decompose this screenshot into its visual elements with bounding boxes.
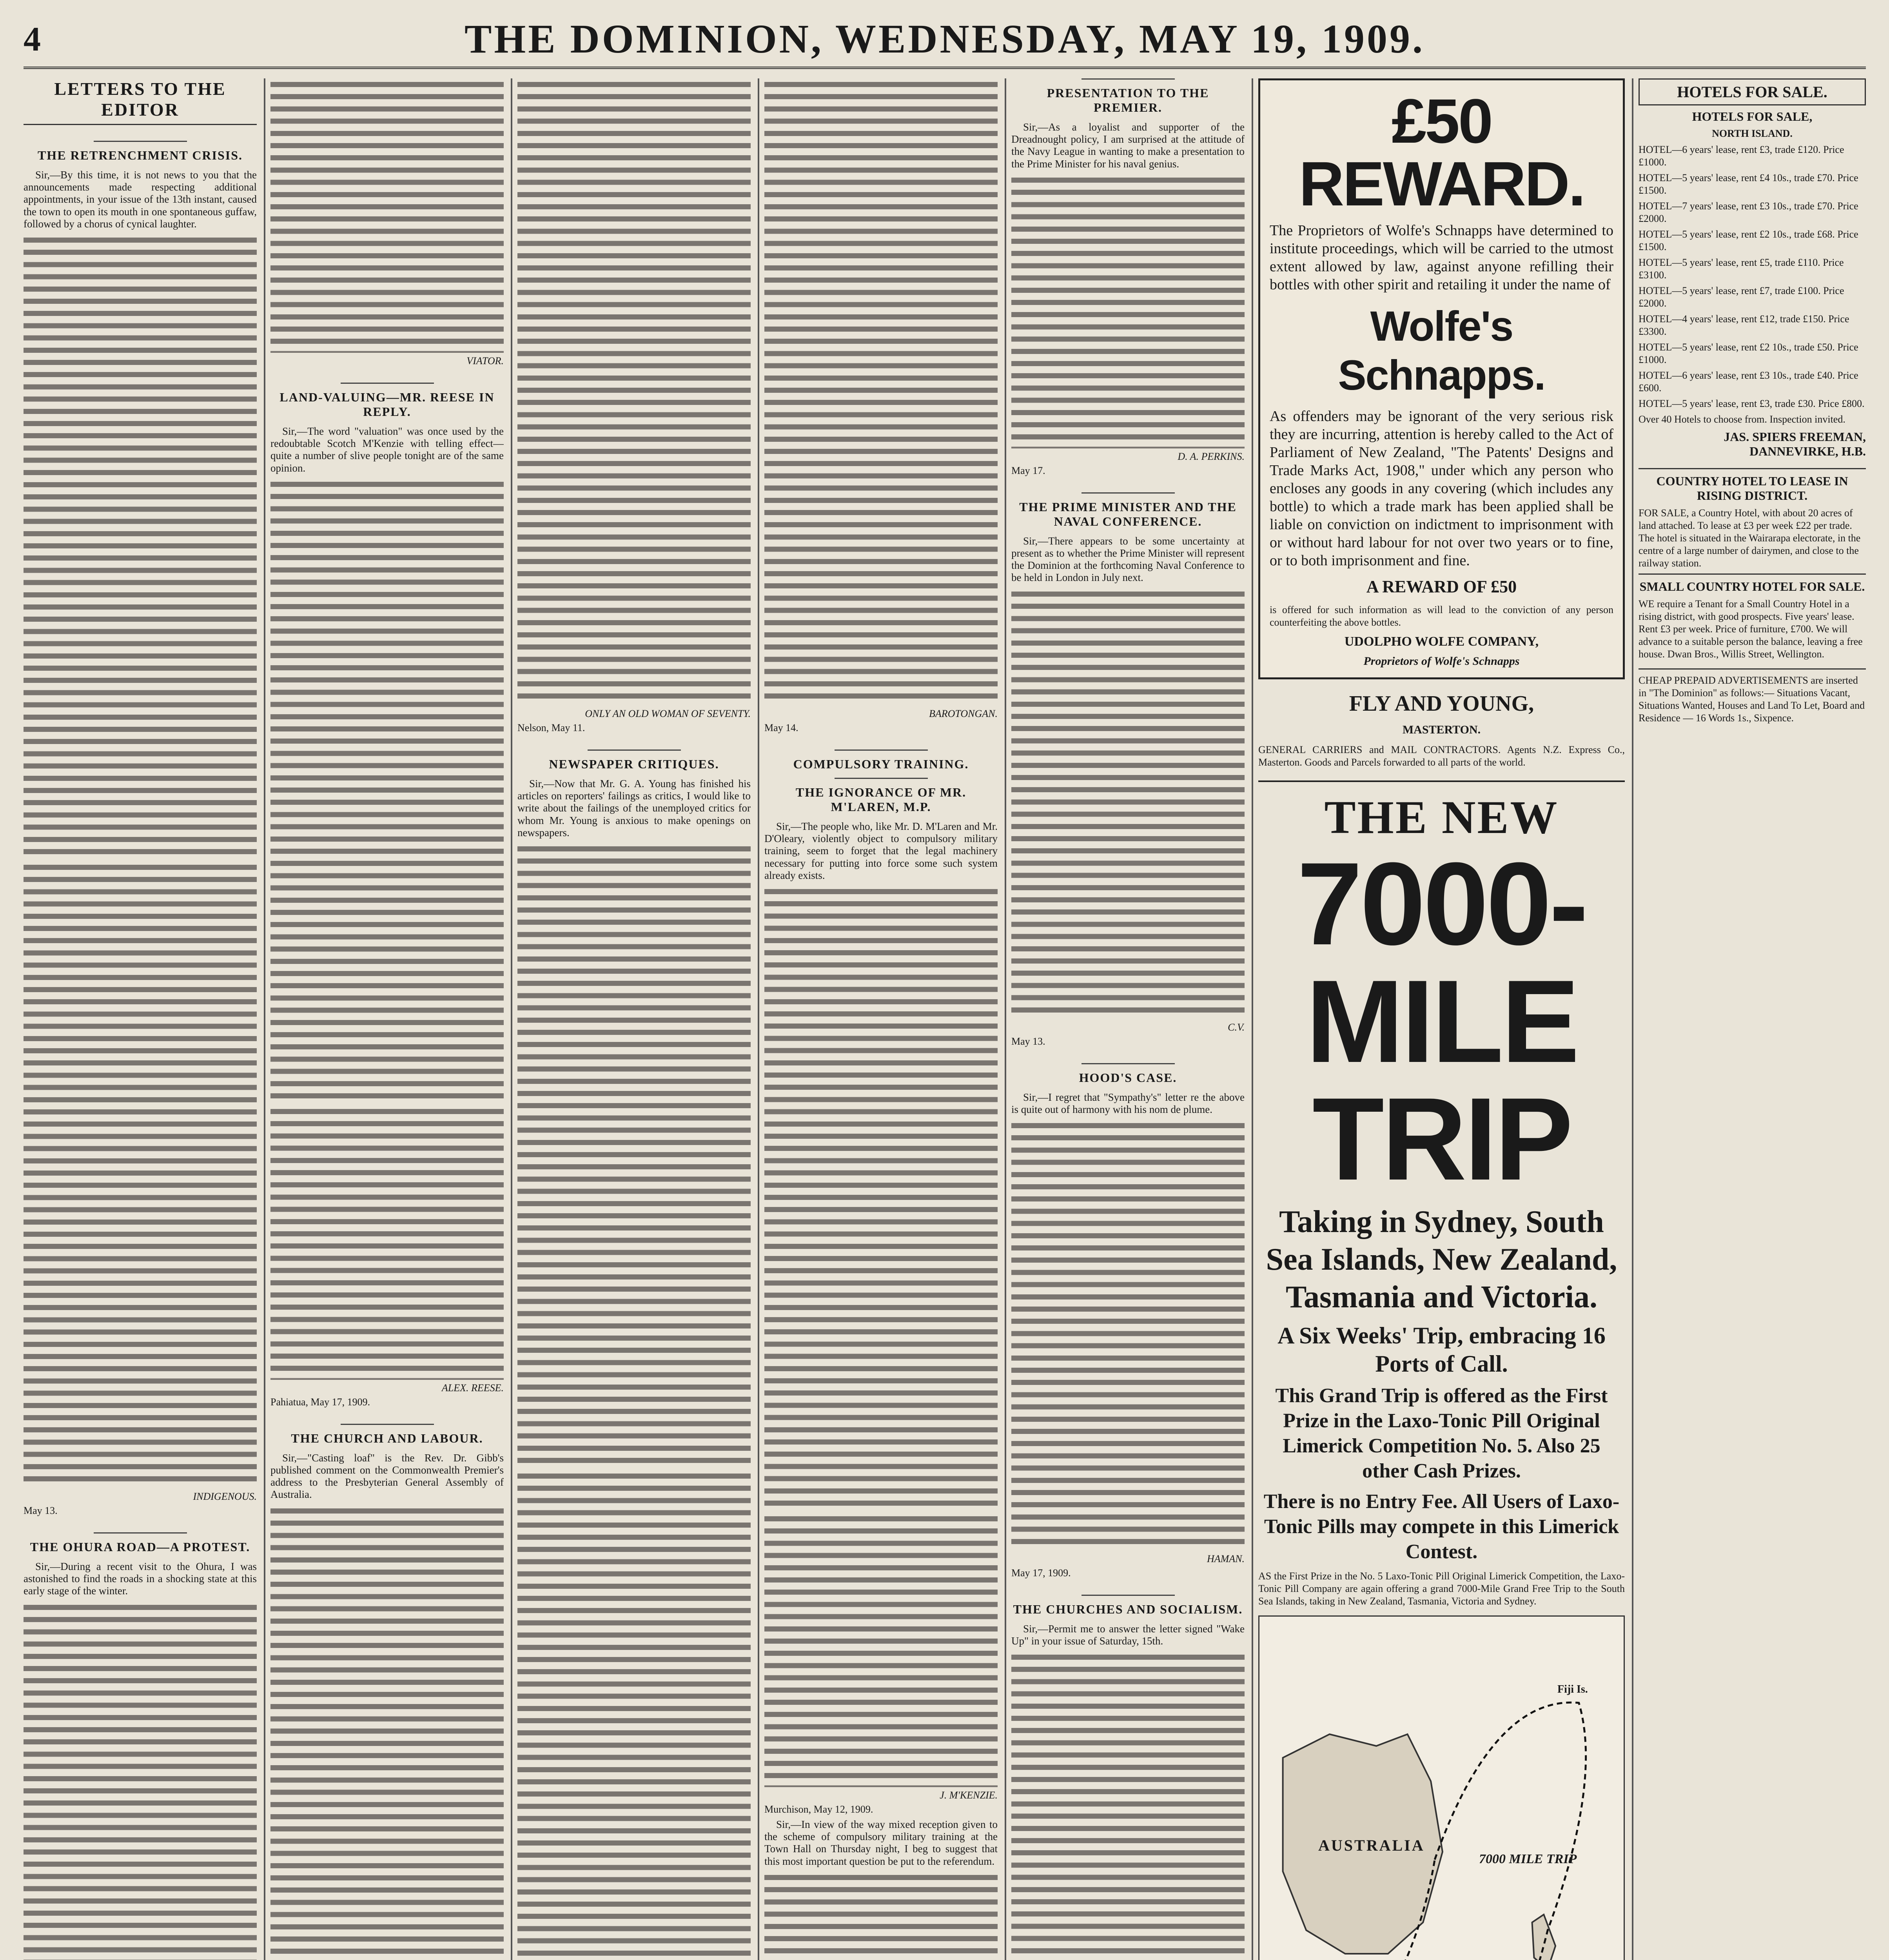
article-title: THE CHURCH AND LABOUR. xyxy=(270,1424,504,1446)
column-6-adverts xyxy=(1258,78,1625,1960)
letter-date: May 13. xyxy=(24,1505,58,1517)
map-label-fiji: Fiji Is. xyxy=(1557,1683,1588,1695)
map-label-australia: AUSTRALIA xyxy=(1318,1837,1425,1854)
letter-date: May 13. xyxy=(1011,1035,1045,1047)
trip-headline: 7000-MILE TRIP xyxy=(1297,838,1586,1205)
carriers-sub: MASTERTON. xyxy=(1402,723,1481,736)
hotel-lease-text: FOR SALE, a Country Hotel, with about 20 acres of land attached. To lease at £3 per week £22 per trade. The hotel is situated in the Wairarapa electorate, in the centre of a large number of dairymen, and close to the railway station. xyxy=(1639,507,1861,569)
article-subtitle: THE IGNORANCE OF MR. M'LAREN, M.P. xyxy=(764,778,998,814)
article-body-text xyxy=(517,843,751,1470)
article-body-text xyxy=(270,1105,504,1380)
article-text: Sir,—There appears to be some uncertainty at present as to whether the Prime Minister will represent the Dominion at the forthcoming Naval Conference to be held in London in July next. xyxy=(1011,535,1245,584)
trip-six-weeks: A Six Weeks' Trip, embracing 16 Ports of Call. xyxy=(1277,1323,1606,1377)
carriers-title: FLY AND YOUNG, xyxy=(1349,691,1534,716)
signature: VIATOR. xyxy=(466,355,504,367)
letter-date: Murchison, May 12, 1909. xyxy=(764,1804,873,1815)
article-title: THE PRIME MINISTER AND THE NAVAL CONFERENCE. xyxy=(1011,492,1245,529)
signature: HAMAN. xyxy=(1207,1553,1245,1565)
hotel-listing: HOTEL—5 years' lease, rent £4 10s., trade £70. Price £1500. xyxy=(1639,172,1858,196)
hotels-header: HOTELS FOR SALE. xyxy=(1639,78,1866,105)
article-body-text xyxy=(1011,174,1245,448)
article-title: NEWSPAPER CRITIQUES. xyxy=(517,750,751,771)
article-body-text xyxy=(24,234,257,861)
hotel-listing: HOTEL—5 years' lease, rent £3, trade £30. Price £800. xyxy=(1639,398,1865,409)
column-rule xyxy=(1005,78,1006,1960)
article-body-text xyxy=(270,78,504,353)
map-label-miles: 7000 MILE TRIP xyxy=(1479,1852,1577,1866)
column-3 xyxy=(517,78,751,1960)
trip-body: AS the First Prize in the No. 5 Laxo-Tonic Pill Original Limerick Competition, the Laxo-Tonic Pill Company are again offering a grand 7000-Mile Grand Free Trip to the South Sea Islands, taking in New Zealand, Tasmania, Victoria and Sydney. xyxy=(1258,1570,1625,1607)
article-text: Sir,—Now that Mr. G. A. Young has finished his articles on reporters' failings as critics, I would like to write about the failings of the unemployed critics for whom Mr. Young is anxious to make openings on newspapers. xyxy=(517,778,751,838)
article-body-text xyxy=(270,478,504,1105)
article-body-text xyxy=(24,1601,257,1960)
signature: INDIGENOUS. xyxy=(193,1491,257,1503)
column-2 xyxy=(270,78,504,1960)
article-title: PRESENTATION TO THE PREMIER. xyxy=(1011,78,1245,115)
article-title: COMPULSORY TRAINING. xyxy=(764,750,998,771)
trip-map-drawing xyxy=(1259,1617,1624,1960)
article-body-text xyxy=(764,886,998,1513)
article-body-text xyxy=(1011,1651,1245,1960)
masthead-title: THE DOMINION, WEDNESDAY, MAY 19, 1909. xyxy=(465,16,1425,62)
company-sub: Proprietors of Wolfe's Schnapps xyxy=(1363,655,1520,668)
new-zealand-north-landmass xyxy=(1532,1915,1556,1960)
signature: BAROTONGAN. xyxy=(929,708,998,719)
article-text: Sir,—Permit me to answer the letter signed "Wake Up" in your issue of Saturday, 15th. xyxy=(1011,1623,1245,1647)
reward-subhead: A REWARD OF £50 xyxy=(1366,577,1517,596)
letter-date: May 17. xyxy=(1011,465,1045,476)
column-4 xyxy=(764,78,998,1960)
hotel-lease-title: COUNTRY HOTEL TO LEASE IN RISING DISTRICT. xyxy=(1639,468,1866,503)
small-hotel-title: SMALL COUNTRY HOTEL FOR SALE. xyxy=(1639,573,1866,594)
column-7-classifieds xyxy=(1639,78,1866,1960)
article-text: Sir,—I regret that "Sympathy's" letter re the above is quite out of harmony with his nom de plume. xyxy=(1011,1091,1245,1115)
column-rule xyxy=(511,78,512,1960)
article-body-text xyxy=(764,1513,998,1787)
masthead xyxy=(24,12,1866,69)
article-text: Sir,—"Casting loaf" is the Rev. Dr. Gibb's published comment on the Commonwealth Premier's address to the Presbyterian General Assembly of Australia. xyxy=(270,1452,504,1501)
hotel-listing: HOTEL—6 years' lease, rent £3 10s., trade £40. Price £600. xyxy=(1639,370,1858,394)
trip-map xyxy=(1258,1615,1625,1960)
column-rule xyxy=(264,78,265,1960)
hotel-listing: HOTEL—5 years' lease, rent £2 10s., trade £50. Price £1000. xyxy=(1639,341,1858,365)
letter-date: Nelson, May 11. xyxy=(517,722,585,733)
hotel-listing: HOTEL—4 years' lease, rent £12, trade £150. Price £3300. xyxy=(1639,313,1849,337)
hotel-listing: HOTEL—5 years' lease, rent £7, trade £100. Price £2000. xyxy=(1639,285,1844,309)
article-body-text xyxy=(270,1505,504,1960)
article-body-text xyxy=(764,1871,998,1960)
reward-text: The Proprietors of Wolfe's Schnapps have determined to institute proceedings, which will be carried to the utmost extent allowed by law, against anyone refilling their bottles with other spirit and retailing it under the name of xyxy=(1270,222,1613,293)
article-text: Sir,—During a recent visit to the Ohura, I was astonished to find the roads in a shocking state at this early stage of the winter. xyxy=(24,1561,257,1597)
signature: ONLY AN OLD WOMAN OF SEVENTY. xyxy=(585,708,751,719)
carriers-advert xyxy=(1258,691,1625,769)
hotels-region: NORTH ISLAND. xyxy=(1712,128,1793,139)
article-body-text xyxy=(517,78,751,706)
article-body-text xyxy=(24,861,257,1488)
column-rule xyxy=(1252,78,1253,1960)
column-rule xyxy=(758,78,759,1960)
reward-sub-text: is offered for such information as will lead to the conviction of any person counterfeiting the above bottles. xyxy=(1270,604,1613,628)
signature: C.V. xyxy=(1228,1021,1245,1033)
article-title: THE RETRENCHMENT CRISIS. xyxy=(24,141,257,163)
hotel-agent: JAS. SPIERS FREEMAN, DANNEVIRKE, H.B. xyxy=(1724,430,1866,458)
letter-date: May 14. xyxy=(764,722,798,733)
article-text: Sir,—The people who, like Mr. D. M'Laren and Mr. D'Oleary, violently object to compulsory military training, seem to forget that the legal machinery necessary for putting into force some such system already exists. xyxy=(764,820,998,881)
hotels-note: Over 40 Hotels to choose from. Inspection invited. xyxy=(1639,414,1845,425)
article-text: Sir,—In view of the way mixed reception given to the scheme of compulsory military training at the Town Hall on Thursday night, I beg to suggest that this most important question be put to the referendum. xyxy=(764,1818,998,1867)
trip-offer: This Grand Trip is offered as the First Prize in the Laxo-Tonic Pill Original Limerick Competition No. 5. Also 25 other Cash Prizes. xyxy=(1275,1385,1608,1482)
signature: ALEX. REESE. xyxy=(441,1382,504,1394)
article-text: Sir,—The word "valuation" was once used by the redoubtable Scotch M'Kenzie with telling effect—quite a number of slive people tonight are of the same opinion. xyxy=(270,425,504,474)
hotel-listing: HOTEL—5 years' lease, rent £2 10s., trade £68. Price £1500. xyxy=(1639,229,1858,252)
article-title: LAND-VALUING—MR. REESE IN REPLY. xyxy=(270,383,504,419)
article-body-text xyxy=(1011,1120,1245,1551)
article-body-text xyxy=(517,1470,751,1960)
signature: D. A. PERKINS. xyxy=(1178,450,1245,462)
page-number: 4 xyxy=(24,20,41,58)
cheap-ads-text: CHEAP PREPAID ADVERTISEMENTS are inserted in "The Dominion" as follows:— Situations Vacant, Situations Wanted, Houses and Land To Let, Board and Residence — 16 Words 1s., Sixpence. xyxy=(1639,668,1866,724)
article-body-text xyxy=(1011,588,1245,1019)
article-title: THE CHURCHES AND SOCIALISM. xyxy=(1011,1595,1245,1617)
reward-headline: £50 REWARD. xyxy=(1299,86,1584,219)
small-hotel-text: WE require a Tenant for a Small Country Hotel in a rising district, with good prospects. Five years' lease. Rent £3 per week. Price of furniture, £700. We will advance to a suitable person the balance, leaving a free house. Dwan Bros., Willis Street, Wellington. xyxy=(1639,598,1863,660)
brand-name: Wolfe's Schnapps. xyxy=(1338,302,1545,399)
trip-subhead: Taking in Sydney, South Sea Islands, New Zealand, Tasmania and Victoria. xyxy=(1266,1205,1617,1314)
hotel-list xyxy=(1639,143,1866,410)
signature: J. M'KENZIE. xyxy=(940,1789,998,1801)
laxo-tonic-trip-advert xyxy=(1258,780,1625,1960)
column-5 xyxy=(1011,78,1245,1960)
trip-entry: There is no Entry Fee. All Users of Laxo-Tonic Pills may compete in this Limerick Contest. xyxy=(1263,1490,1620,1563)
article-title: THE OHURA ROAD—A PROTEST. xyxy=(24,1532,257,1554)
column-1 xyxy=(24,78,257,1960)
article-text: Sir,—By this time, it is not news to you that the announcements made respecting additional appointments, in your issue of the 13th instant, caused the town to open its mouth in one spontaneous guffaw, followed by a chorus of cynical laughter. xyxy=(24,169,257,230)
letter-date: Pahiatua, May 17, 1909. xyxy=(270,1396,370,1408)
company-name: UDOLPHO WOLFE COMPANY, xyxy=(1344,634,1539,649)
wolfes-schnapps-advert xyxy=(1258,78,1625,679)
letters-header: LETTERS TO THE EDITOR xyxy=(24,78,257,125)
article-text: Sir,—As a loyalist and supporter of the Dreadnought policy, I am surprised at the attitude of the Navy League in wanting to make a presentation to the Prime Minister for his naval genius. xyxy=(1011,121,1245,170)
trip-the-new: THE NEW xyxy=(1324,791,1559,843)
warning-text: As offenders may be ignorant of the very serious risk they are incurring, attention is hereby called to the Act of Parliament of New Zealand, "The Patents' Designs and Trade Marks Act, 1908," under which any person who encloses any goods in any covering (which includes any bottle) to which a trade mark has been applied shall be liable on conviction on indictment to imprisonment with or without hard labour for not over two years or to fine, or to both imprisonment and fine. xyxy=(1270,408,1613,569)
carriers-text: GENERAL CARRIERS and MAIL CONTRACTORS. Agents N.Z. Express Co., Masterton. Goods and Parcels forwarded to all parts of the world. xyxy=(1258,744,1625,768)
letter-date: May 17, 1909. xyxy=(1011,1567,1071,1579)
hotel-listing: HOTEL—6 years' lease, rent £3, trade £120. Price £1000. xyxy=(1639,144,1844,168)
hotel-listing: HOTEL—7 years' lease, rent £3 10s., trade £70. Price £2000. xyxy=(1639,200,1858,224)
article-title: HOOD'S CASE. xyxy=(1011,1063,1245,1085)
article-body-text xyxy=(764,78,998,706)
hotel-listing: HOTEL—5 years' lease, rent £5, trade £110. Price £3100. xyxy=(1639,257,1844,281)
column-rule xyxy=(1632,78,1633,1960)
hotels-sub: HOTELS FOR SALE, xyxy=(1692,109,1813,123)
